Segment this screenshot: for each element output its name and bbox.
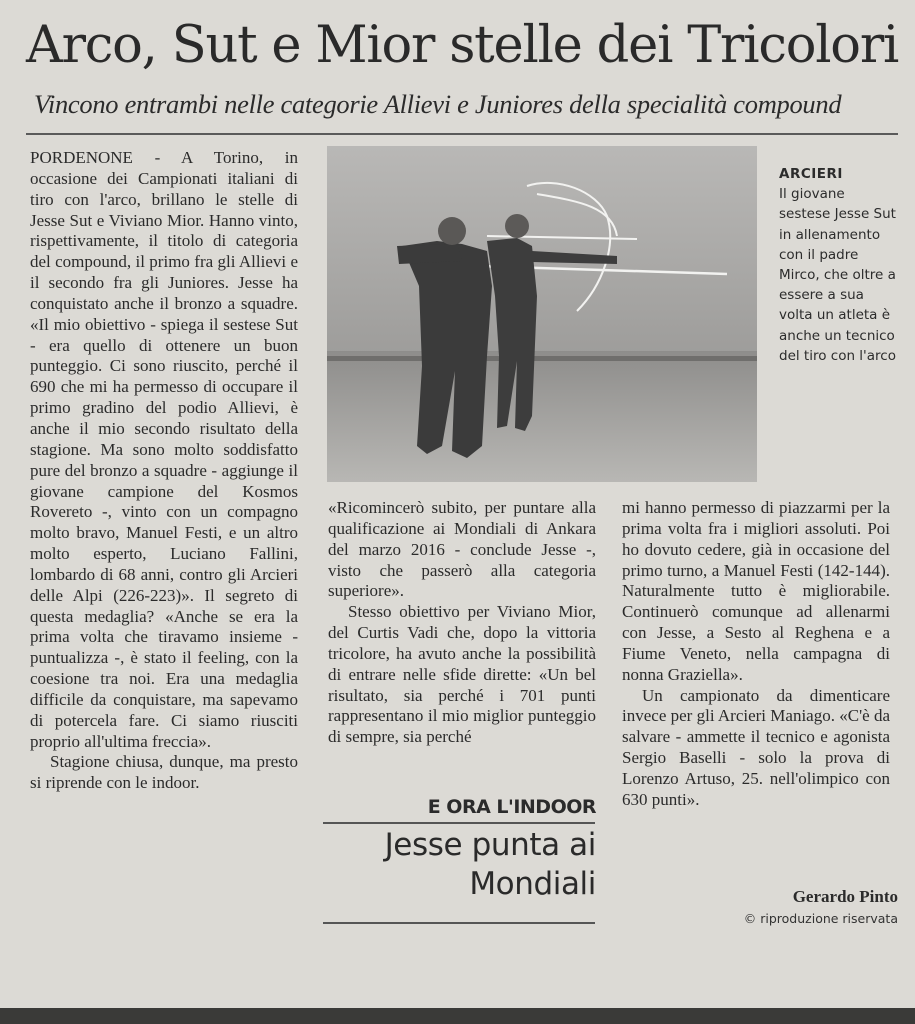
caption-title: ARCIERI [779,166,843,182]
headline-rule [26,133,898,135]
archers-photo [327,146,757,482]
caption-text: Il giovane sestese Jesse Sut in allenamento con il padre Mirco, che oltre a essere a sua volta un atleta è anche un tecnico del tiro con l'arco [779,186,896,364]
sidebar-headline: Jesse punta ai Mondiali [384,827,596,902]
body-column-3 [622,498,890,811]
archers-photo-illustration [327,146,757,482]
article-subhead: Vincono entrambi nelle categorie Allievi e Juniores della specialità compound [34,89,842,119]
paragraph: Un campionato da dimenticare invece per gli Arcieri Maniago. «C'è da salvare - ammette il tecnico e agonista Sergio Baselli - solo la prova di Lorenzo Artuso, 25. nell'olimpico con 630 punti». [622,685,890,809]
body-column-1 [30,148,298,794]
paragraph: «Ricomincerò subito, per puntare alla qualificazione ai Mondiali di Ankara del marzo 2016 - conclude Jesse -, visto che passerò alla categoria superiore». [328,498,596,601]
paragraph: Stagione chiusa, dunque, ma presto si riprende con le indoor. [30,752,298,793]
body-column-2 [328,498,596,748]
paragraph: Stesso obiettivo per Viviano Mior, del Curtis Vadi che, dopo la vittoria tricolore, ha avuto anche la possibilità di entrare nelle sfide dirette: «Un bel risultato, sia perché i 701 punti rappresentano il mio miglior punteggio di sempre, sia perché [328,602,596,747]
sidebar-rule-bottom [323,922,595,924]
paragraph: mi hanno permesso di piazzarmi per la prima volta fra i migliori assoluti. Poi ho dovuto cedere, già in occasione del primo turno, a Manuel Festi (142-144). Naturalmente tutto è migliorabile. Continuerò comunque ad allenarmi con Jesse, a Sesto al Reghena e a Fiume Veneto, nella campagna di nonna Graziella». [622,498,890,684]
author-byline: Gerardo Pinto [792,887,898,906]
sidebar-label: E ORA L'INDOOR [427,796,596,818]
paragraph: PORDENONE - A Torino, in occasione dei Campionati italiani di tiro con l'arco, brillano le stelle di Jesse Sut e Viviano Mior. Hanno vinto, rispettivamente, il titolo di categoria del compound, il primo fra gli Allievi e il secondo fra gli Juniores. Jesse ha conquistato anche il bronzo a squadre. «Il mio obiettivo - spiega il sestese Sut - era quello di ottenere un buon punteggio. Ci sono riuscito, perché il 690 che mi ha permesso di occupare il primo gradino del podio Allievi, è anche il mio secondo risultato della stagione. Ma sono molto soddisfatto pure del bronzo a squadre - aggiunge il giovane campione del Kosmos Rovereto -, vinto con un compagno molto bravo, Manuel Festi, e un altro molto esperto, Luciano Fallini, lombardo di 68 anni, contro gli Arcieri delle Alpi (226-223)». Il segreto di questa medaglia? «Anche se era la prima volta che tiravamo insieme - puntualizza -, è stato il feeling, con la coesione tra noi. Era una medaglia difficile da conquistare, ma sapevamo di potercela fare. Ci siamo riusciti proprio all'ultima freccia». [30,148,298,751]
photo-caption [779,164,899,366]
article-headline: Arco, Sut e Mior stelle dei Tricolori [26,16,899,75]
sidebar-rule-top [323,822,595,824]
page-edge-shadow [0,1008,915,1024]
copyright-notice: © riproduzione riservata [743,911,898,926]
